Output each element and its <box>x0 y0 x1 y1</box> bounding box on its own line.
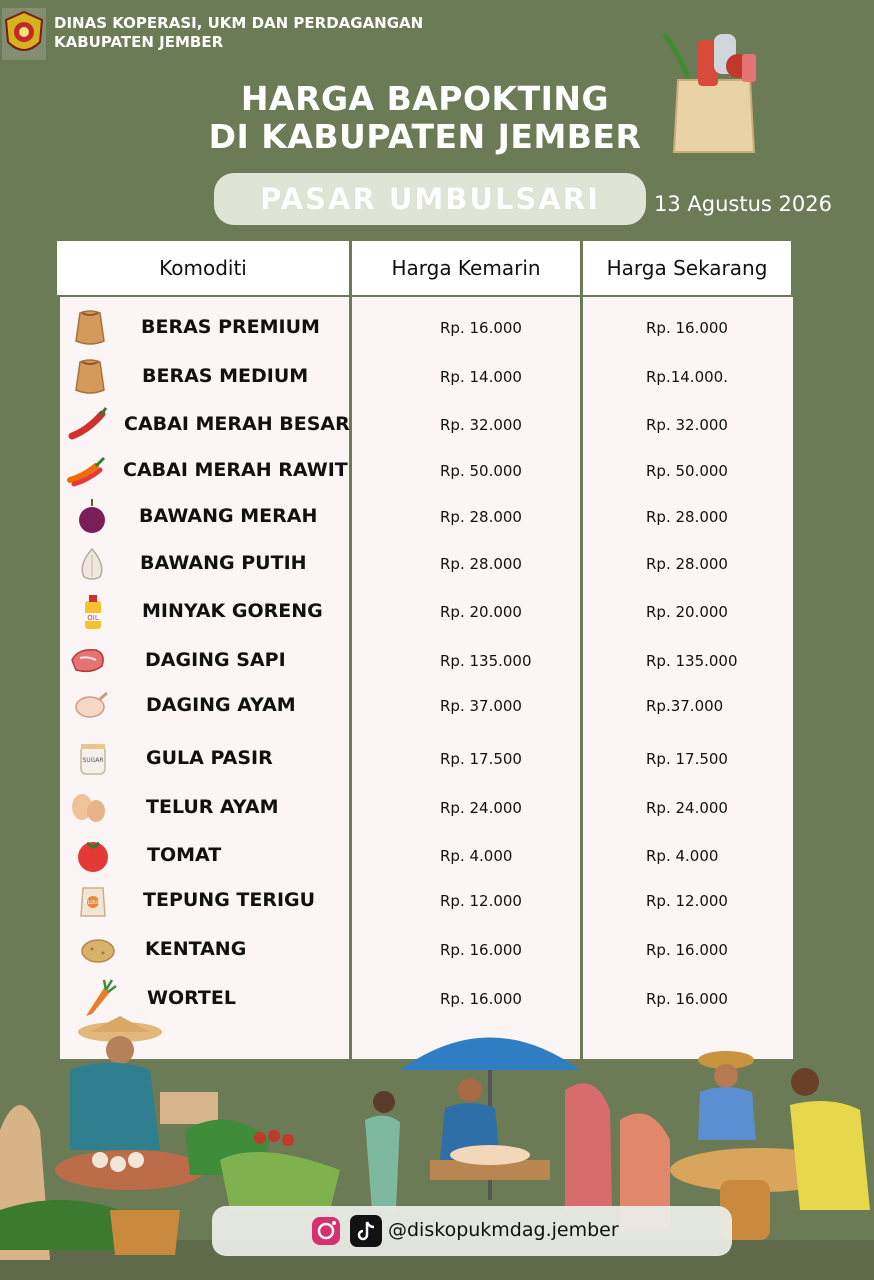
tomato-icon <box>73 835 113 875</box>
commodity-name: CABAI MERAH RAWIT <box>123 459 348 481</box>
commodity-name: KENTANG <box>145 938 247 960</box>
today-price: Rp. 16.000 <box>646 990 728 1008</box>
yesterday-price: Rp. 32.000 <box>440 416 522 434</box>
today-price: Rp. 32.000 <box>646 416 728 434</box>
today-price: Rp.37.000 <box>646 697 724 715</box>
table-row <box>0 643 874 683</box>
jember-emblem-logo <box>2 8 46 60</box>
yesterday-price: Rp. 37.000 <box>440 697 522 715</box>
shallot-icon <box>72 496 112 536</box>
title-line-1: HARGA BAPOKTING <box>240 79 610 118</box>
commodity-name: BERAS PREMIUM <box>141 316 320 338</box>
social-media-bar <box>212 1206 732 1256</box>
today-price: Rp. 24.000 <box>646 799 728 817</box>
yesterday-price: Rp. 16.000 <box>440 941 522 959</box>
commodity-name: WORTEL <box>147 987 236 1009</box>
table-row <box>0 838 874 878</box>
table-row <box>0 310 874 350</box>
svg-text:FLOUR: FLOUR <box>84 900 102 906</box>
yesterday-price: Rp. 135.000 <box>440 652 532 670</box>
report-date: 13 Agustus 2026 <box>654 192 832 216</box>
table-row <box>0 594 874 634</box>
organization-name <box>54 14 423 52</box>
rice-sack-icon <box>70 307 110 347</box>
commodity-name: BAWANG MERAH <box>139 505 318 527</box>
today-price: Rp. 20.000 <box>646 603 728 621</box>
table-row <box>0 453 874 493</box>
org-line-1: DINAS KOPERASI, UKM DAN PERDAGANGAN <box>54 14 424 32</box>
rice-sack-icon <box>70 356 110 396</box>
commodity-name: MINYAK GORENG <box>142 600 323 622</box>
table-row <box>0 546 874 586</box>
rawit-chili-icon <box>66 450 106 490</box>
table-row <box>0 688 874 728</box>
today-price: Rp. 12.000 <box>646 892 728 910</box>
yesterday-price: Rp. 28.000 <box>440 508 522 526</box>
tiktok-icon[interactable] <box>350 1215 382 1247</box>
svg-text:SUGAR: SUGAR <box>82 757 104 764</box>
yesterday-price: Rp. 12.000 <box>440 892 522 910</box>
commodity-name: TEPUNG TERIGU <box>143 889 316 911</box>
commodity-name: DAGING AYAM <box>146 694 296 716</box>
table-row <box>0 407 874 447</box>
table-row <box>0 932 874 972</box>
header-yesterday-price: Harga Kemarin <box>352 241 580 295</box>
grocery-bag-icon <box>658 30 768 156</box>
yesterday-price: Rp. 17.500 <box>440 750 522 768</box>
commodity-name: CABAI MERAH BESAR <box>124 413 350 435</box>
today-price: Rp. 16.000 <box>646 319 728 337</box>
today-price: Rp. 4.000 <box>646 847 719 865</box>
commodity-name: BERAS MEDIUM <box>142 365 309 387</box>
table-row <box>0 359 874 399</box>
header-commodity: Komoditi <box>57 241 349 295</box>
yesterday-price: Rp. 16.000 <box>440 990 522 1008</box>
org-line-2: KABUPATEN JEMBER <box>54 33 224 51</box>
potato-icon <box>78 929 118 969</box>
table-row <box>0 883 874 923</box>
yesterday-price: Rp. 14.000 <box>440 368 522 386</box>
yesterday-price: Rp. 20.000 <box>440 603 522 621</box>
sugar-jar-icon <box>73 738 113 778</box>
title-line-2: DI KABUPATEN JEMBER <box>208 117 642 156</box>
today-price: Rp. 16.000 <box>646 941 728 959</box>
commodity-name: TELUR AYAM <box>146 796 279 818</box>
table-row <box>0 499 874 539</box>
beef-icon <box>68 640 108 680</box>
flour-bag-icon <box>73 880 113 920</box>
yesterday-price: Rp. 4.000 <box>440 847 513 865</box>
yesterday-price: Rp. 50.000 <box>440 462 522 480</box>
commodity-name: BAWANG PUTIH <box>140 552 307 574</box>
header-today-price: Harga Sekarang <box>583 241 791 295</box>
today-price: Rp. 28.000 <box>646 555 728 573</box>
today-price: Rp. 50.000 <box>646 462 728 480</box>
oil-bottle-icon <box>73 591 113 631</box>
today-price: Rp. 28.000 <box>646 508 728 526</box>
garlic-icon <box>72 543 112 583</box>
yesterday-price: Rp. 16.000 <box>440 319 522 337</box>
commodity-name: GULA PASIR <box>146 747 273 769</box>
table-row <box>0 741 874 781</box>
table-row <box>0 790 874 830</box>
social-handle[interactable]: @diskopukmdag.jember <box>388 1219 619 1241</box>
commodity-name: TOMAT <box>147 844 222 866</box>
yesterday-price: Rp. 28.000 <box>440 555 522 573</box>
commodity-name: DAGING SAPI <box>145 649 286 671</box>
market-name-badge: PASAR UMBULSARI <box>214 173 646 225</box>
chicken-icon <box>70 685 110 725</box>
today-price: Rp. 17.500 <box>646 750 728 768</box>
svg-text:OIL: OIL <box>87 614 99 622</box>
yesterday-price: Rp. 24.000 <box>440 799 522 817</box>
red-chili-icon <box>68 404 108 444</box>
today-price: Rp. 135.000 <box>646 652 738 670</box>
today-price: Rp.14.000. <box>646 368 728 386</box>
page-title <box>150 80 700 156</box>
eggs-icon <box>68 787 108 827</box>
instagram-icon[interactable] <box>310 1215 342 1247</box>
